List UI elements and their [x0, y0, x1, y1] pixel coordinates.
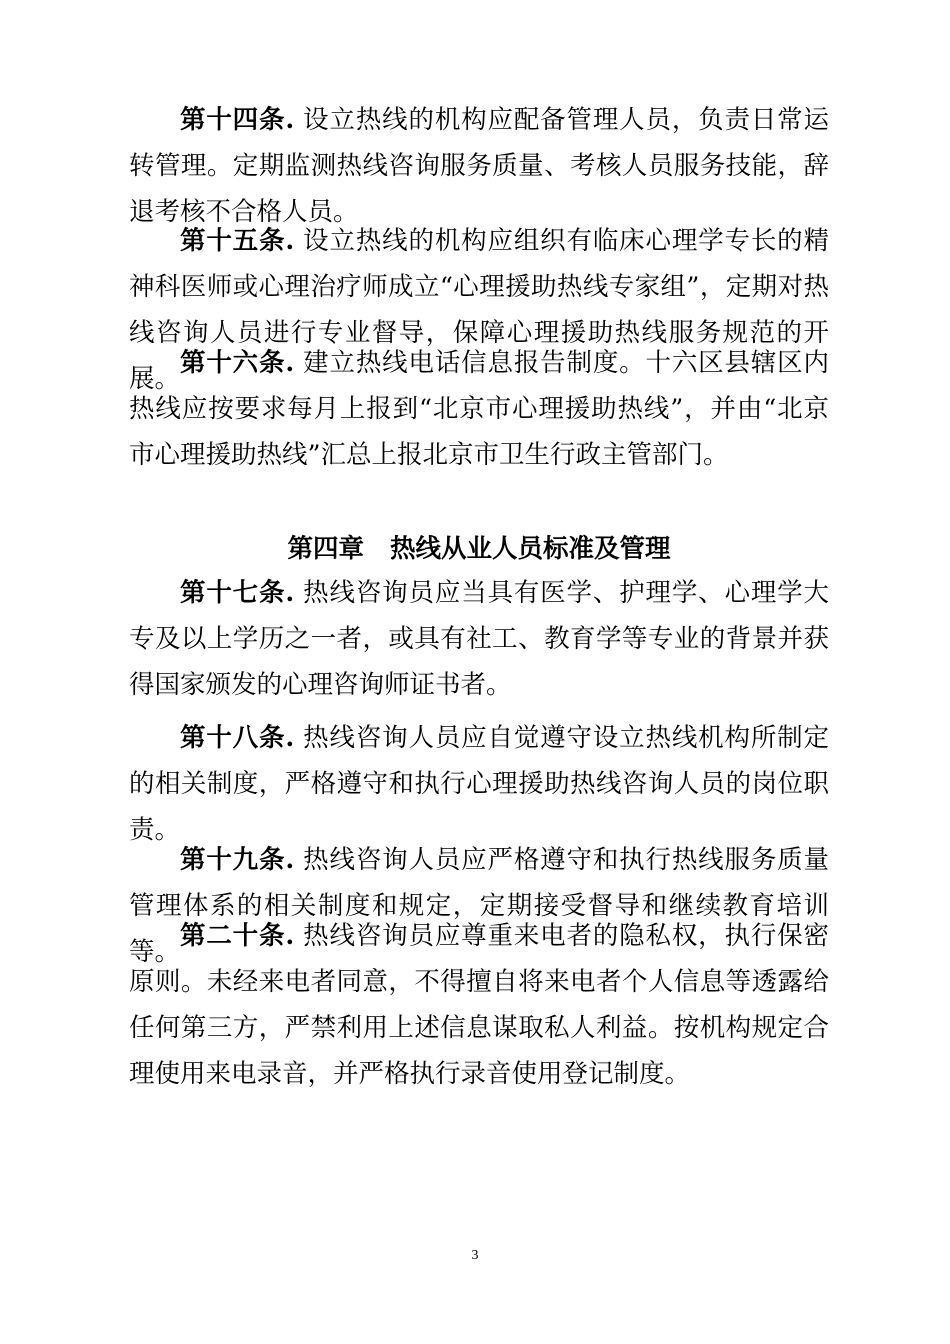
page-number: 3 [471, 1248, 479, 1263]
article-17-text: 热线咨询员应当具有医学、护理学、心理学大专及以上学历之一者，或具有社工、教育学等专业的背景并获得国家颁发的心理咨询师证书者。 [129, 578, 829, 700]
article-18-text: 热线咨询人员应自觉遵守设立热线机构所制定的相关制度，严格遵守和执行心理援助热线咨询人员的岗位职责。 [129, 723, 829, 845]
article-19-label: 第十九条. [180, 845, 295, 875]
article-17-label: 第十七条. [180, 578, 295, 608]
chapter-heading [129, 526, 829, 572]
article-20-label: 第二十条. [180, 921, 295, 951]
chapter-number: 第四章 [287, 534, 364, 564]
article-15-text: 设立热线的机构应组织有临床心理学专长的精神科医师或心理治疗师成立“心理援助热线专家组”，定期对热线咨询人员进行专业督导，保障心理援助热线服务规范的开展。 [129, 226, 829, 394]
article-14-label: 第十四条. [180, 105, 295, 135]
article-20 [129, 913, 829, 1097]
article-20-text: 热线咨询员应尊重来电者的隐私权，执行保密原则。未经来电者同意，不得擅自将来电者个人信息等透露给任何第三方，严禁利用上述信息谋取私人利益。按机构规定合理使用来电录音，并严格执行录音使用登记制度。 [129, 921, 829, 1089]
article-14 [129, 97, 829, 235]
article-18 [129, 715, 829, 853]
article-17 [129, 570, 829, 708]
article-15-label: 第十五条. [180, 226, 295, 256]
article-19-text: 热线咨询人员应严格遵守和执行热线服务质量管理体系的相关制度和规定，定期接受督导和继续教育培训等。 [129, 845, 829, 967]
article-16 [129, 340, 829, 478]
article-16-text: 建立热线电话信息报告制度。十六区县辖区内热线应按要求每月上报到“北京市心理援助热线”，并由“北京市心理援助热线”汇总上报北京市卫生行政主管部门。 [129, 348, 829, 470]
article-14-text: 设立热线的机构应配备管理人员，负责日常运转管理。定期监测热线咨询服务质量、考核人员服务技能，辞退考核不合格人员。 [129, 105, 829, 227]
chapter-title: 热线从业人员标准及管理 [390, 534, 671, 564]
article-18-label: 第十八条. [180, 723, 295, 753]
article-16-label: 第十六条. [180, 348, 295, 378]
